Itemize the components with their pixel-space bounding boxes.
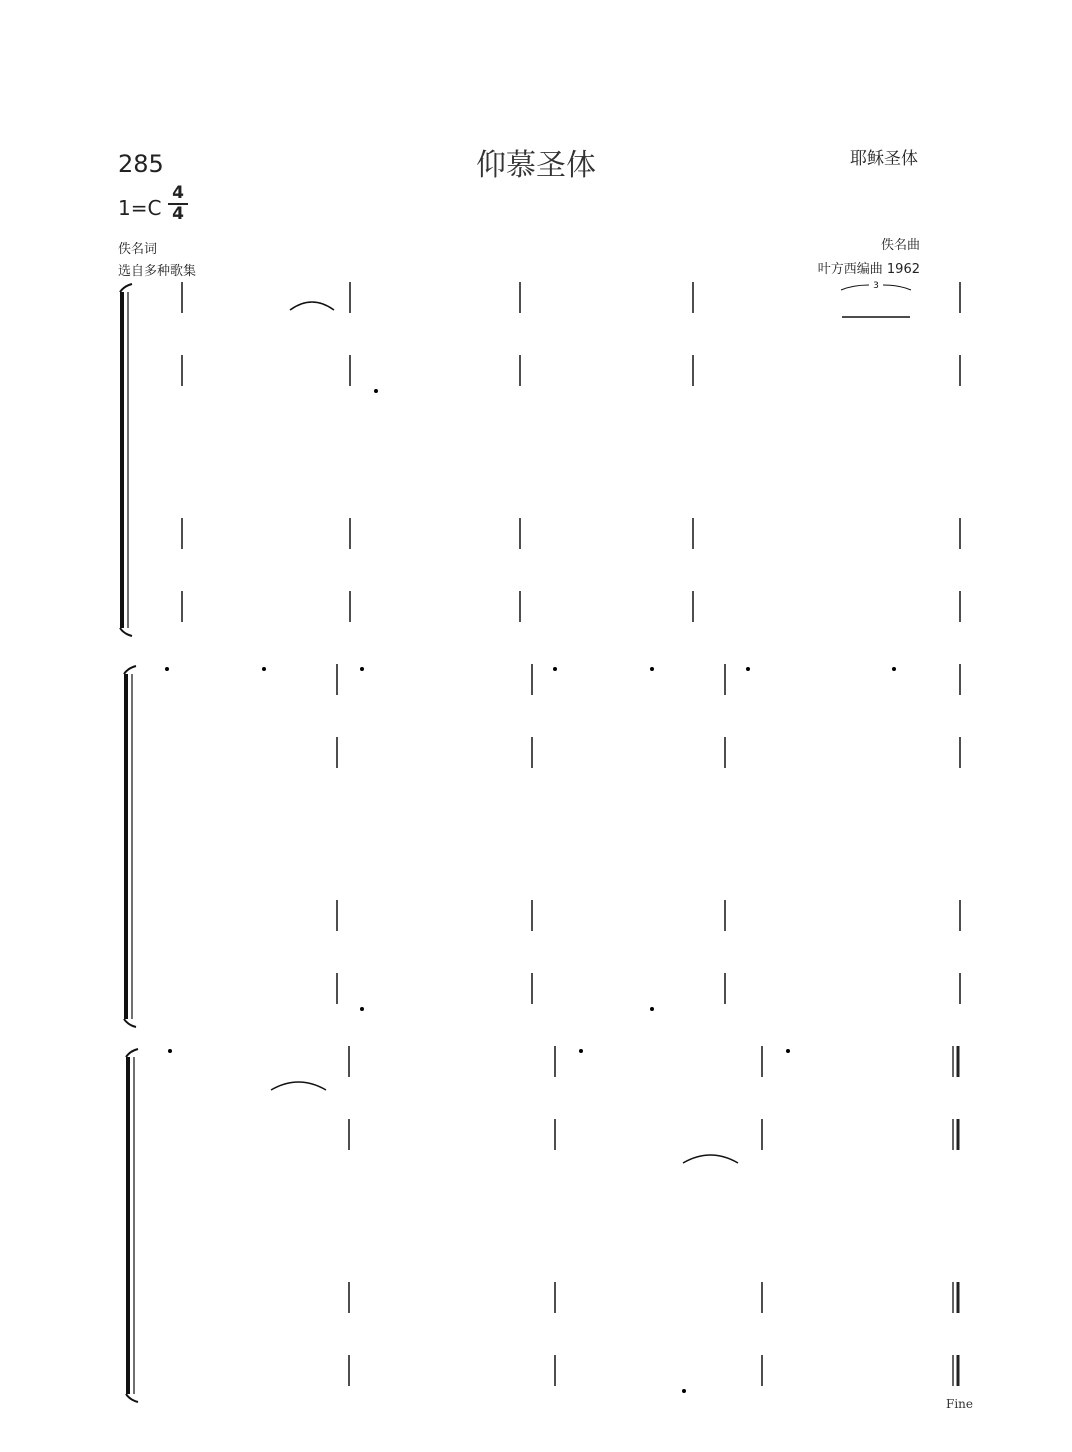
- octave-dot-low: [360, 1007, 364, 1011]
- octave-dot-low: [682, 1389, 686, 1393]
- bracket-hook: [120, 284, 132, 292]
- slur: [271, 1082, 326, 1090]
- bracket-hook: [124, 1019, 136, 1027]
- source-credit: 选自多种歌集: [118, 264, 197, 279]
- triplet-number: 3: [873, 281, 879, 291]
- octave-dot-high: [165, 667, 169, 671]
- slur: [683, 1155, 738, 1163]
- triplet-arc: [841, 285, 869, 290]
- octave-dot-low: [650, 1007, 654, 1011]
- octave-dot-high: [262, 667, 266, 671]
- lyricist-credit: 佚名词: [118, 242, 158, 257]
- octave-dot-high: [746, 667, 750, 671]
- bracket-hook: [124, 666, 136, 674]
- time-signature-top: 4: [172, 183, 184, 203]
- bracket-hook: [126, 1394, 138, 1402]
- octave-dot-high: [786, 1049, 790, 1053]
- octave-dot-high: [650, 667, 654, 671]
- hymn-number: 285: [118, 150, 164, 178]
- triplet-arc: [883, 285, 911, 290]
- slur: [290, 302, 334, 310]
- octave-dot-high: [360, 667, 364, 671]
- octave-dot-low: [374, 389, 378, 393]
- octave-dot-high: [892, 667, 896, 671]
- page-title: 仰慕圣体: [476, 148, 596, 183]
- octave-dot-high: [168, 1049, 172, 1053]
- time-signature-bottom: 4: [172, 203, 184, 224]
- octave-dot-high: [553, 667, 557, 671]
- tune-name: 耶稣圣体: [850, 149, 918, 169]
- bracket-hook: [120, 628, 132, 636]
- octave-dot-high: [579, 1049, 583, 1053]
- key-signature: 1=C: [118, 196, 162, 220]
- fine-mark: Fine: [946, 1397, 973, 1411]
- composer-credit: 佚名曲: [880, 238, 920, 253]
- bracket-hook: [126, 1049, 138, 1057]
- arranger-credit: 叶方西编曲 1962: [817, 262, 920, 277]
